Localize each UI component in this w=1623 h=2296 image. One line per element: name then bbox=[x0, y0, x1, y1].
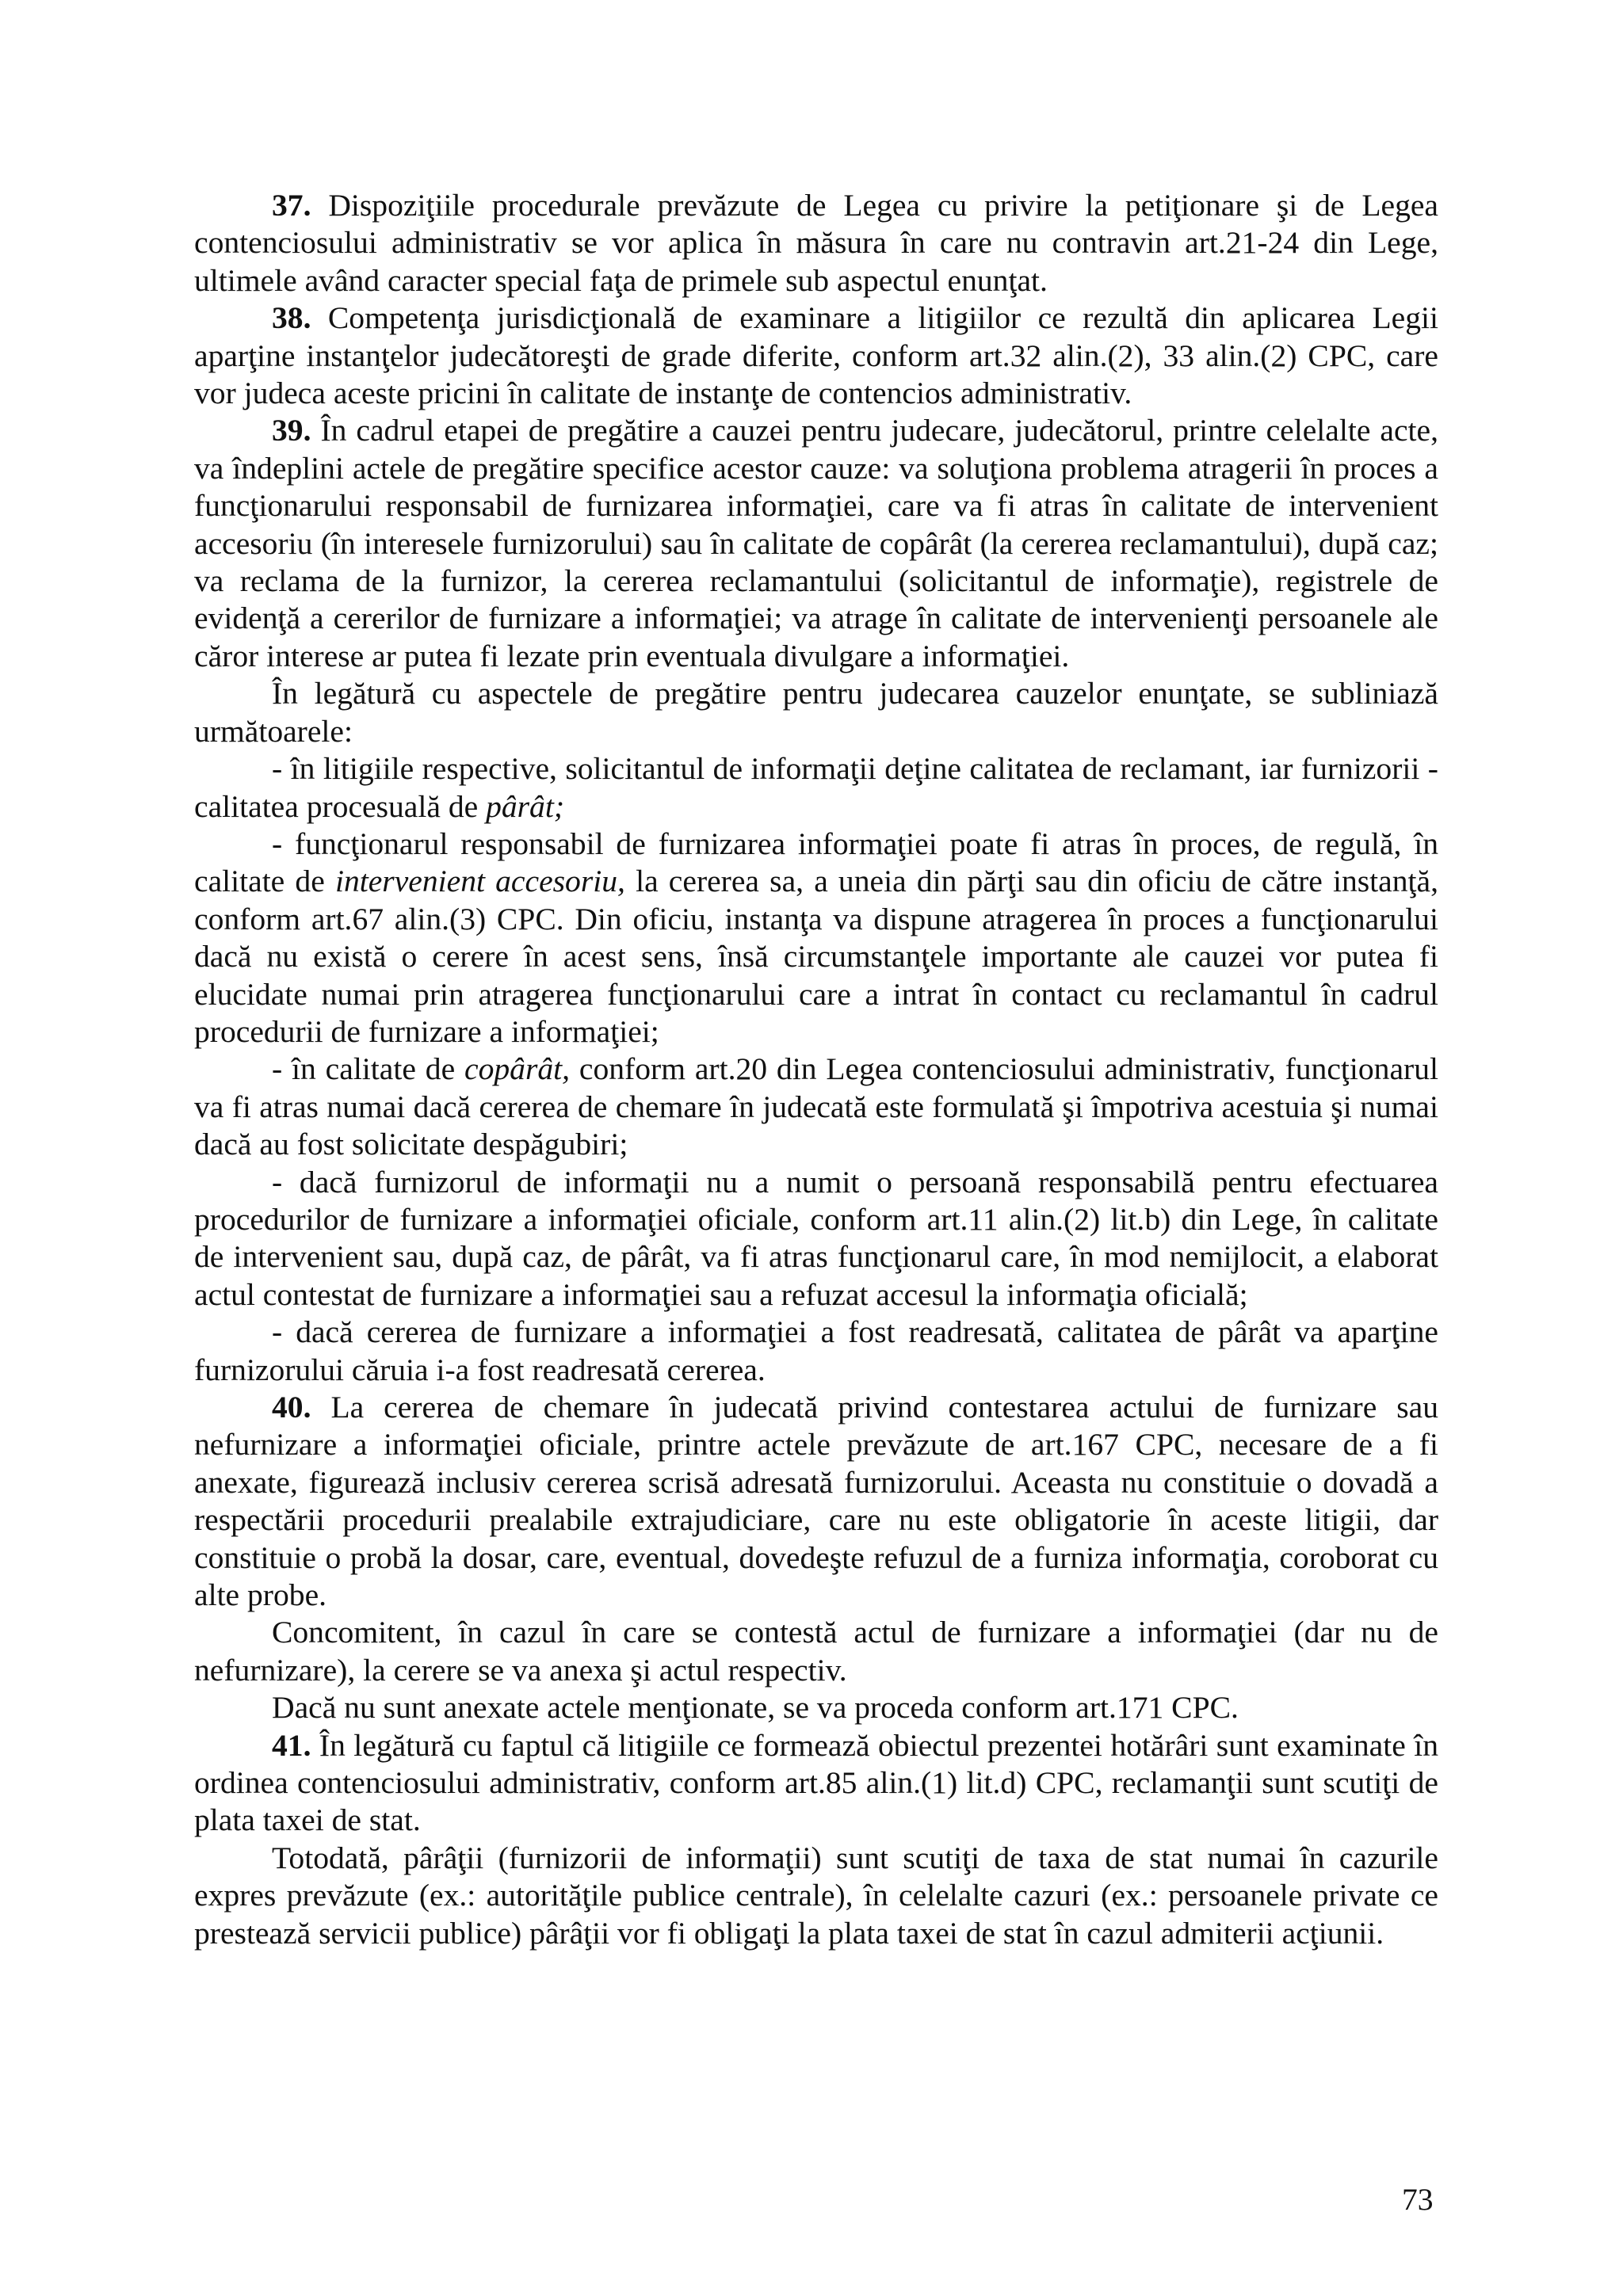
paragraph-text: - în litigiile respective, solicitantul de informaţii deţine calitatea de reclamant, iar furnizorii - calitatea procesuală de bbox=[194, 751, 1438, 824]
paragraph-p40-b bbox=[194, 1614, 1438, 1689]
paragraph-number: 41. bbox=[272, 1727, 311, 1763]
paragraph-p40-c bbox=[194, 1689, 1438, 1726]
paragraph-number: 39. bbox=[272, 413, 311, 448]
paragraph-text: În legătură cu faptul că litigiile ce formează obiectul prezentei hotărâri sunt examinate în ordinea contenciosului administrativ, conform art.85 alin.(1) lit.d) CPC, reclamanţii sunt scutiţi de plata taxei de stat. bbox=[194, 1727, 1438, 1838]
emphasized-term: intervenient accesoriu, bbox=[334, 864, 625, 899]
paragraph-text: - dacă furnizorul de informaţii nu a numit o persoană responsabilă pentru efectuarea procedurilor de furnizare a informaţiei oficiale, conform art.11 alin.(2) lit.b) din Lege, în calitate de intervenient sau, după caz, de pârât, va fi atras funcţionarul care, în mod nemijlocit, a elaborat actul contestat de furnizare a informaţiei sau a refuzat accesul la informaţia oficială; bbox=[194, 1164, 1438, 1312]
paragraph-p40 bbox=[194, 1389, 1438, 1614]
paragraph-p39-c bbox=[194, 750, 1438, 826]
paragraph-text: Concomitent, în cazul în care se contestă actul de furnizare a informaţiei (dar nu de nefurnizare), la cerere se va anexa şi actul respectiv. bbox=[194, 1615, 1438, 1688]
page-number: 73 bbox=[1402, 2182, 1434, 2217]
paragraph-text: Totodată, pârâţii (furnizorii de informaţii) sunt scutiţi de taxa de stat numai în cazurile expres prevăzute (ex.: autorităţile publice centrale), în celelalte cazuri (ex.: persoanele private ce prestează servicii publice) pârâţii vor fi obligaţi la plata taxei de stat în cazul admiterii acţiunii. bbox=[194, 1840, 1438, 1951]
paragraph-p37 bbox=[194, 187, 1438, 299]
paragraph-p38 bbox=[194, 299, 1438, 412]
document-body bbox=[194, 187, 1438, 1952]
paragraph-text: - dacă cererea de furnizare a informaţiei a fost readresată, calitatea de pârât va aparţine furnizorului căruia i-a fost readresată cererea. bbox=[194, 1314, 1438, 1387]
paragraph-number: 40. bbox=[272, 1390, 311, 1425]
paragraph-p39-g bbox=[194, 1314, 1438, 1389]
paragraph-text: La cererea de chemare în judecată privind contestarea actului de furnizare sau nefurnizare a informaţiei oficiale, printre actele prevăzute de art.167 CPC, necesare de a fi anexate, figurează inclusiv cererea scrisă adresată furnizorului. Aceasta nu constituie o dovadă a respectării procedurii prealabile extrajudiciare, care nu este obligatorie în aceste litigii, dar constituie o probă la dosar, care, eventual, dovedeşte refuzul de a furniza informaţia, coroborat cu alte probe. bbox=[194, 1390, 1438, 1613]
paragraph-text: În legătură cu aspectele de pregătire pentru judecarea cauzelor enunţate, se subliniază următoarele: bbox=[194, 676, 1438, 749]
paragraph-p39-d bbox=[194, 826, 1438, 1051]
paragraph-p39 bbox=[194, 412, 1438, 675]
paragraph-p39-e bbox=[194, 1051, 1438, 1163]
paragraph-text: Dispoziţiile procedurale prevăzute de Legea cu privire la petiţionare şi de Legea contenciosului administrativ se vor aplica în măsura în care nu contravin art.21-24 din Lege, ultimele având caracter special faţa de primele sub aspectul enunţat. bbox=[194, 188, 1438, 298]
paragraph-text: În cadrul etapei de pregătire a cauzei pentru judecare, judecătorul, printre celelalte acte, va îndeplini actele de pregătire specifice acestor cauze: va soluţiona problema atragerii în proces a funcţionarului responsabil de furnizarea informaţiei, care va fi atras în calitate de intervenient accesoriu (în interesele furnizorului) sau în calitate de copârât (la cererea reclamantului), după caz; va reclama de la furnizor, la cererea reclamantului (solicitantul de informaţie), registrele de evidenţă a cererilor de furnizare a informaţiei; va atrage în calitate de intervenienţi persoanele ale căror interese ar putea fi lezate prin eventuala divulgare a informaţiei. bbox=[194, 413, 1438, 673]
paragraph-number: 37. bbox=[272, 188, 311, 223]
paragraph-p41 bbox=[194, 1727, 1438, 1840]
paragraph-number: 38. bbox=[272, 300, 311, 336]
paragraph-p39-f bbox=[194, 1164, 1438, 1314]
paragraph-text: - în calitate de bbox=[272, 1051, 465, 1087]
paragraph-text: Dacă nu sunt anexate actele menţionate, se va proceda conform art.171 CPC. bbox=[272, 1690, 1239, 1726]
paragraph-p39-b bbox=[194, 675, 1438, 750]
paragraph-p41-b bbox=[194, 1840, 1438, 1952]
paragraph-text: Competenţa jurisdicţională de examinare a litigiilor ce rezultă din aplicarea Legii aparţine instanţelor judecătoreşti de grade diferite, conform art.32 alin.(2), 33 alin.(2) CPC, care vor judeca aceste pricini în calitate de instanţe de contencios administrativ. bbox=[194, 300, 1438, 411]
paragraph-text: conform art.20 din Legea contenciosului administrativ, funcţionarul va fi atras numai dacă cererea de chemare în judecată este formulată şi împotriva acestuia şi numai dacă au fost solicitate despăgubiri; bbox=[194, 1051, 1439, 1162]
emphasized-term: pârât; bbox=[486, 788, 565, 824]
emphasized-term: copârât, bbox=[464, 1051, 571, 1087]
paragraph-text: la cererea sa, a uneia din părţi sau din oficiu de către instanţă, conform art.67 alin.(3) CPC. Din oficiu, instanţa va dispune atragerea în proces a funcţionarului dacă nu există o cerere în acest sens, însă circumstanţele importante ale cauzei vor putea fi elucidate numai prin atragerea funcţionarului care a intrat în contact cu reclamantul în cadrul procedurii de furnizare a informaţiei; bbox=[194, 864, 1438, 1049]
paragraph-text: - funcţionarul responsabil de furnizarea informaţiei poate fi atras în proces, de regulă, în calitate de bbox=[194, 826, 1438, 899]
